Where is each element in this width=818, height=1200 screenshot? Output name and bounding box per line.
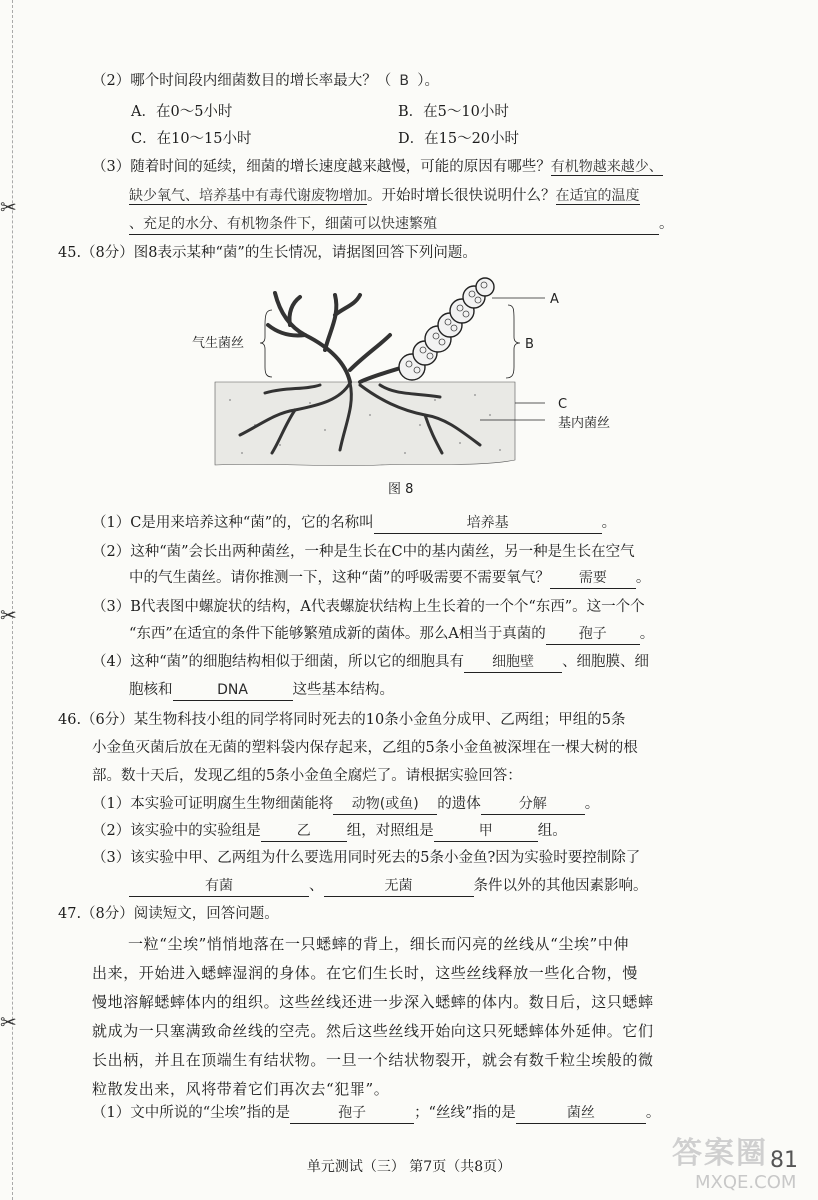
- scissors-icon: ✂: [0, 195, 17, 219]
- answer-q45-4b: DNA: [173, 680, 293, 701]
- q45-part2-line2: 中的气生菌丝。请你推测一下，这种“菌”的呼吸需要不需要氧气？ 需要 。: [129, 568, 650, 589]
- watermark-url: MXQE.COM: [695, 1172, 797, 1193]
- q45-part3-line2: “东西”在适宜的条件下能够繁殖成新的菌体。那么A相当于真菌的 孢子 。: [129, 624, 654, 645]
- q44-part2: （2）哪个时间段内细菌数目的增长率最大？（ B ）。: [92, 73, 439, 89]
- label-c: C: [558, 397, 568, 412]
- page-footer: 单元测试（三） 第7页（共8页）: [306, 1159, 512, 1175]
- answer-q44-3d: 、充足的水分、有机物条件下，细菌可以快速繁殖: [129, 214, 659, 235]
- q46-stem-line1: 46.（6分）某生物科技小组的同学将同时死去的10条小金鱼分成甲、乙两组；甲组的5条: [58, 712, 626, 728]
- answer-q46-3b: 无菌: [324, 876, 474, 897]
- answer-q47-1a: 孢子: [290, 1103, 414, 1124]
- aerial-hyphae: [268, 293, 410, 382]
- answer-q46-2b: 甲: [434, 821, 538, 842]
- q47-heading: 47.（8分）阅读短文，回答问题。: [58, 906, 279, 922]
- passage-line: 长出柄，并且在顶端生有结状物。一旦一个结状物裂开，就会有数千粒尘埃般的微: [92, 1051, 654, 1069]
- answer-q45-1: 培养基: [374, 513, 602, 534]
- option-a: A．在0～5小时: [131, 104, 233, 120]
- q45-part4-line2: 胞核和 DNA 这些基本结构。: [129, 680, 394, 701]
- option-c: C．在10～15小时: [131, 131, 252, 147]
- answer-q45-4a: 细胞壁: [464, 652, 562, 673]
- answer-q44-3c: 在适宜的温度: [555, 188, 640, 204]
- label-aerial-hyphae: 气生菌丝: [192, 336, 245, 351]
- label-substrate-hyphae: 基内菌丝: [558, 416, 611, 431]
- q45-part4-line1: （4）这种“菌”的细胞结构相似于细菌，所以它的细胞具有 细胞壁 、细胞膜、细: [92, 652, 649, 673]
- q44-part3-line2: 缺少氧气、培养基中有毒代谢废物增加。开始时增长很快说明什么？在适宜的温度: [129, 188, 640, 204]
- q46-part3-line1: （3）该实验中甲、乙两组为什么要选用同时死去的5条小金鱼?因为实验时要控制除了: [92, 850, 641, 866]
- figure-caption: 图 8: [388, 482, 414, 497]
- option-b: B．在5～10小时: [398, 104, 509, 120]
- q47-part1: （1）文中所说的“尘埃”指的是 孢子 ；“丝线”指的是 菌丝 。: [92, 1103, 660, 1124]
- spore-chain: [399, 278, 494, 380]
- q46-stem-line2: 小金鱼灭菌后放在无菌的塑料袋内保存起来，乙组的5条小金鱼被深埋在一棵大树的根: [92, 740, 638, 756]
- q44-part3-line3: 、充足的水分、有机物条件下，细菌可以快速繁殖 。: [129, 214, 674, 235]
- q45-part2-line1: （2）这种“菌”会长出两种菌丝，一种是生长在C中的基内菌丝，另一种是生长在空气: [92, 544, 635, 560]
- label-a: A: [550, 292, 559, 307]
- passage-line: 一粒“尘埃”悄悄地落在一只蟋蟀的背上，细长而闪亮的丝线从“尘埃”中伸: [128, 935, 630, 953]
- passage-line: 就成为一只塞满致命丝线的空壳。然后这些丝线开始向这只死蟋蟀体外延伸。它们: [92, 1022, 654, 1040]
- q46-stem-line3: 部。数十天后，发现乙组的5条小金鱼全腐烂了。请根据实验回答：: [92, 768, 522, 784]
- q46-part3-line2: 有菌 、 无菌 条件以外的其他因素影响。: [129, 876, 648, 897]
- answer-q46-3a: 有菌: [129, 876, 309, 897]
- answer-q46-2a: 乙: [261, 821, 347, 842]
- scissors-icon: ✂: [0, 603, 17, 627]
- q45-part3-line1: （3）B代表图中螺旋状的结构，A代表螺旋状结构上生长着的一个个“东西”。这一个个: [92, 599, 645, 615]
- answer-q45-2: 需要: [550, 568, 636, 589]
- q46-part2: （2）该实验中的实验组是 乙 组，对照组是 甲 组。: [92, 821, 567, 842]
- q46-part1: （1）本实验可证明腐生生物细菌能将 动物(或鱼) 的遗体 分解 。: [92, 794, 599, 815]
- watermark-logo: 答案圈: [672, 1136, 768, 1171]
- answer-q44-3a: 有机物越来越少、: [550, 159, 663, 175]
- answer-q44-3b: 缺少氧气、培养基中有毒代谢废物增加: [129, 188, 367, 204]
- answer-q47-1b: 菌丝: [516, 1103, 646, 1124]
- answer-q46-1b: 分解: [481, 794, 585, 815]
- answer-q45-3: 孢子: [546, 624, 640, 645]
- figure-8-fungus-diagram: [180, 275, 630, 500]
- scissors-icon: ✂: [0, 1010, 17, 1034]
- passage-line: 粒散发出来，风将带着它们再次去“犯罪”。: [92, 1080, 390, 1098]
- answer-q44-2: B: [399, 73, 410, 89]
- q45-heading: 45.（8分）图8表示某种“菌”的生长情况，请据图回答下列问题。: [58, 245, 477, 261]
- label-b: B: [525, 337, 534, 352]
- answer-q46-1a: 动物(或鱼): [333, 794, 437, 815]
- q44-part3-line1: （3）随着时间的延续，细菌的增长速度越来越慢，可能的原因有哪些？有机物越来越少、: [92, 159, 663, 175]
- passage-line: 出来，开始进入蟋蟀湿润的身体。在它们生长时，这些丝线释放一些化合物，慢: [92, 964, 639, 982]
- page-number: 81: [770, 1148, 798, 1173]
- passage-line: 慢地溶解蟋蟀体内的组织。这些丝线还进一步深入蟋蟀的体内。数日后，这只蟋蟀: [92, 993, 654, 1011]
- q45-part1: （1）C是用来培养这种“菌”的，它的名称叫 培养基 。: [92, 513, 616, 534]
- option-d: D．在15～20小时: [398, 131, 520, 147]
